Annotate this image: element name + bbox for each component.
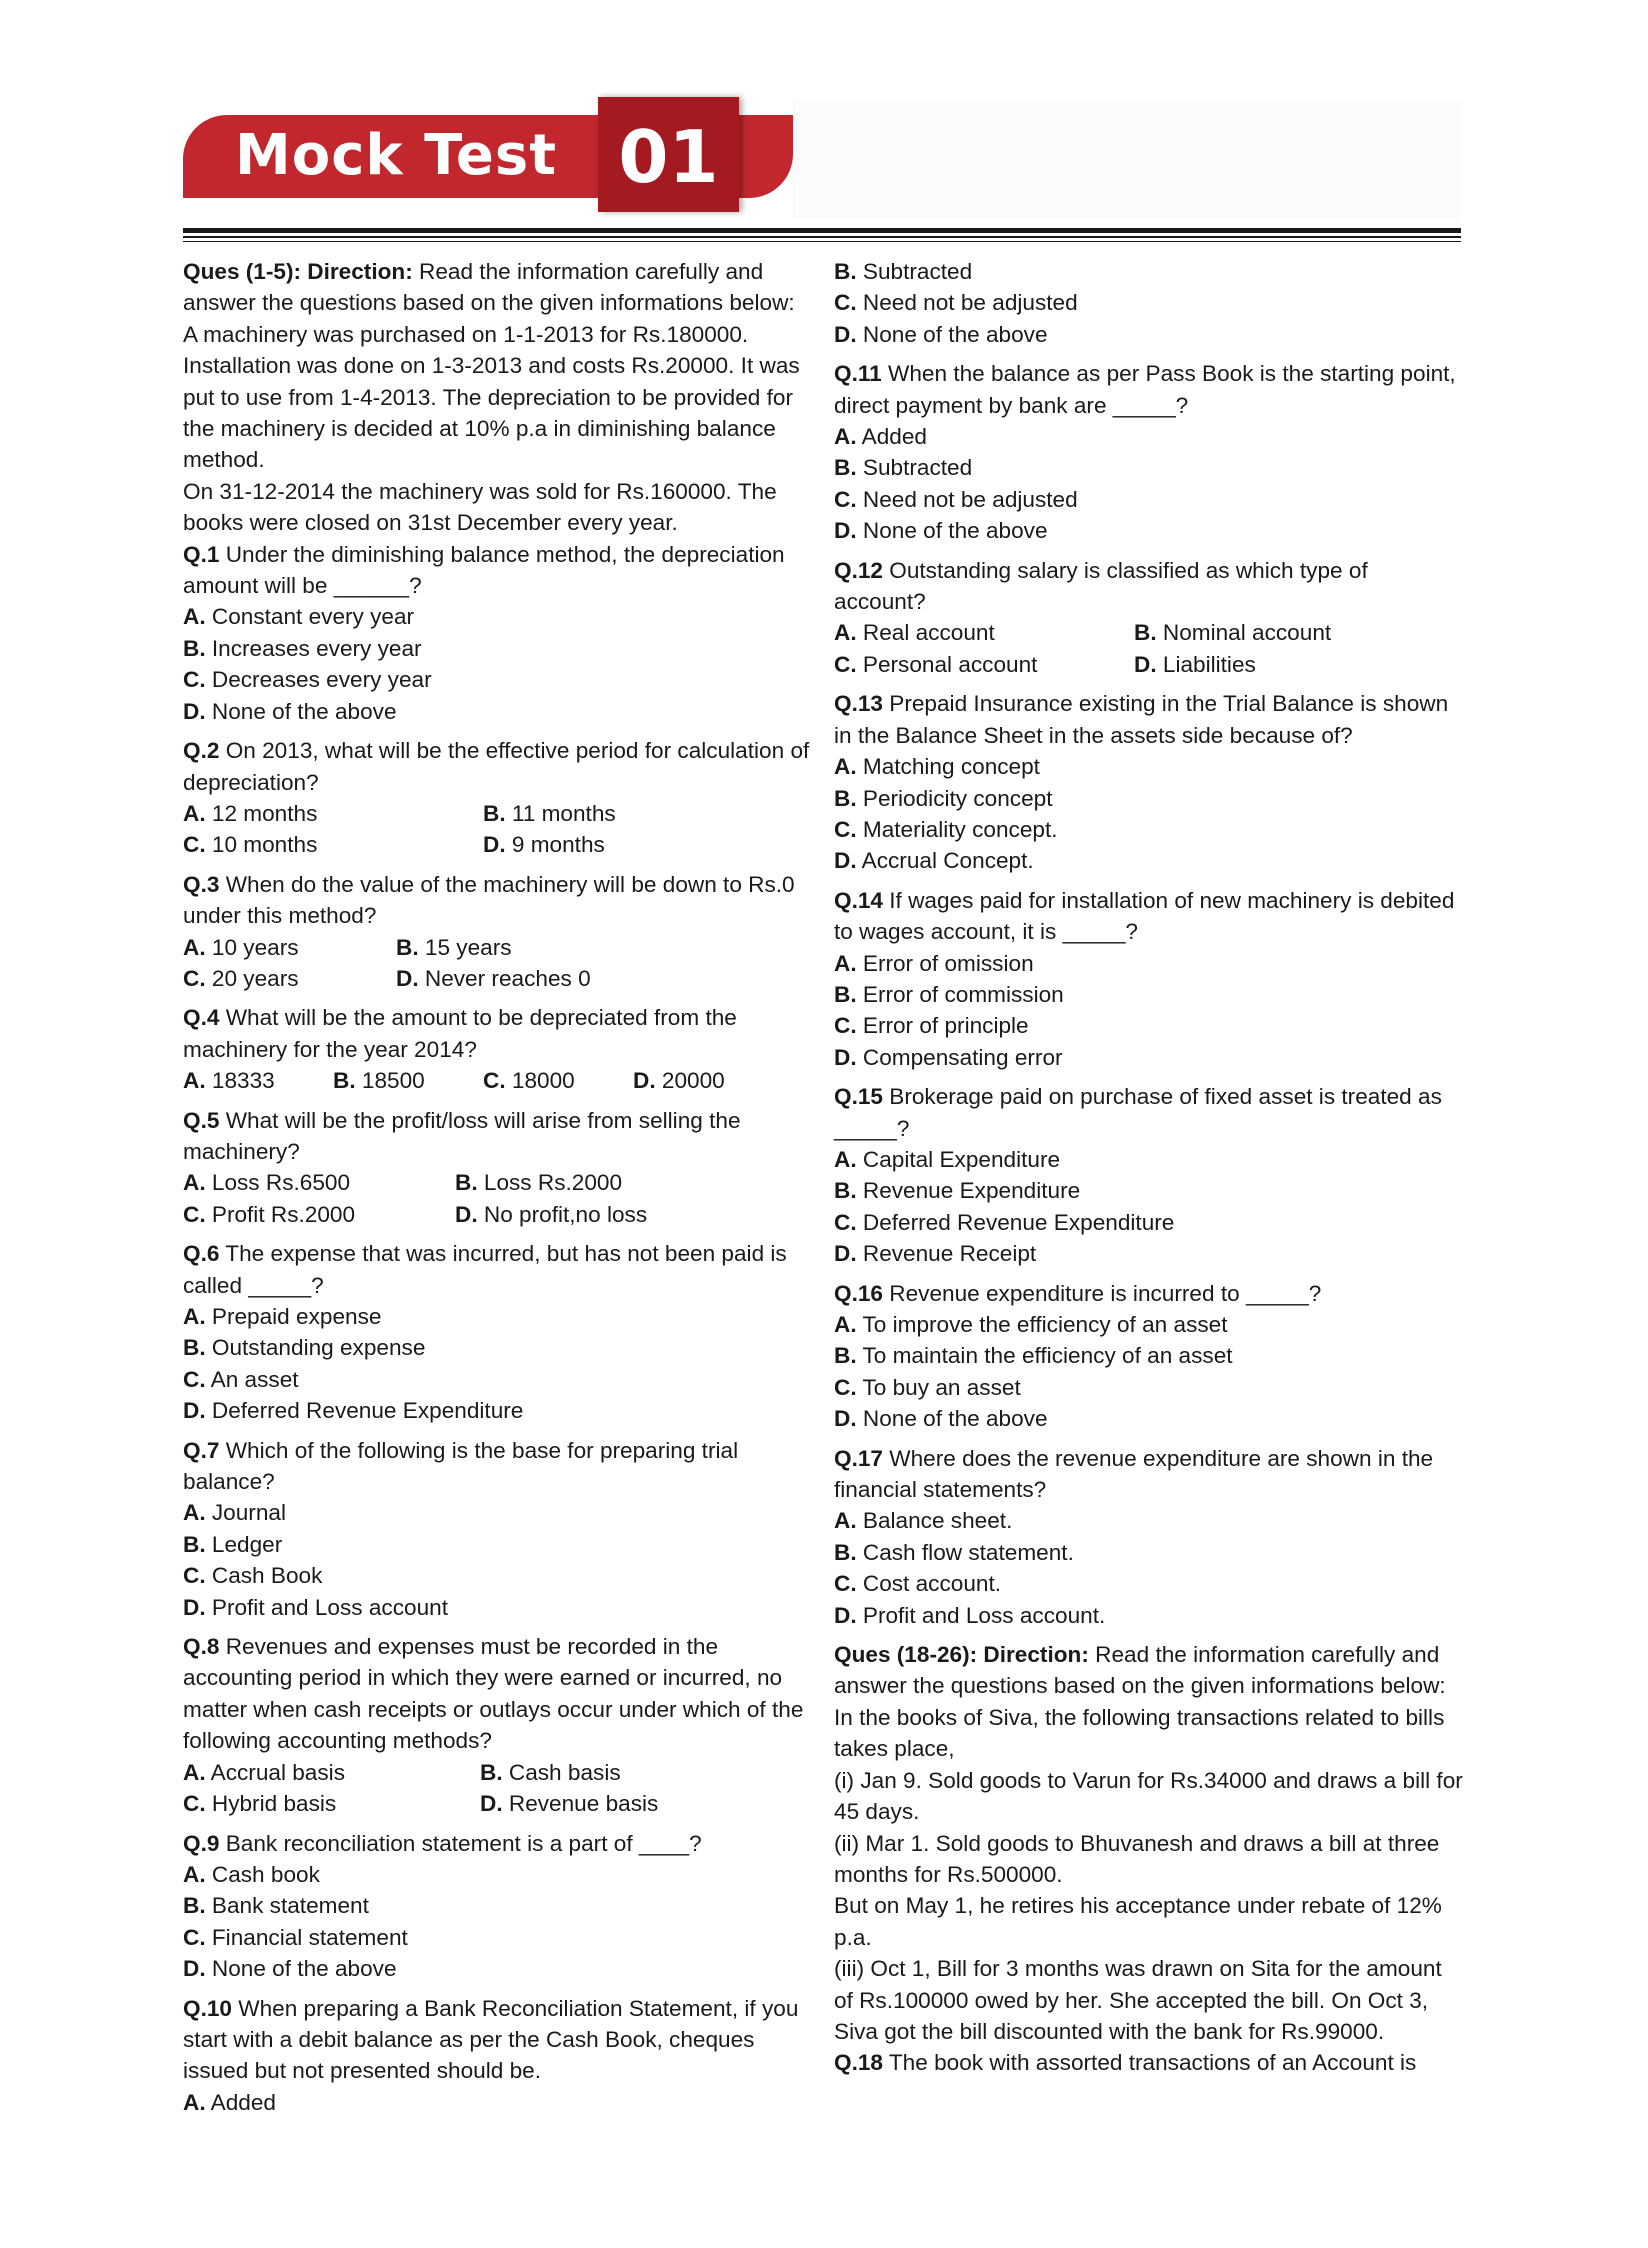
question-15 xyxy=(834,1081,1464,1144)
option-c xyxy=(834,1568,1464,1599)
question-text: Where does the revenue expenditure are shown in the financial statements? xyxy=(834,1445,1434,1503)
option-letter: A. xyxy=(834,950,857,976)
question-3 xyxy=(183,869,811,932)
option-letter: A. xyxy=(183,2089,206,2115)
question-text: When do the value of the machinery will be down to Rs.0 under this method? xyxy=(183,871,795,929)
option-text: 18500 xyxy=(361,1068,425,1094)
option-text: Cash Book xyxy=(211,1563,323,1589)
option-text: Materiality concept. xyxy=(862,816,1058,842)
direction-label: Ques (1-5): Direction: xyxy=(183,259,413,284)
option-a xyxy=(834,1505,1464,1536)
option-text: Error of omission xyxy=(862,950,1034,976)
option-letter: D. xyxy=(834,321,857,347)
option-a xyxy=(183,1065,333,1096)
question-number: Q.18 xyxy=(834,2050,883,2076)
header-rule-thick xyxy=(183,228,1461,233)
option-row xyxy=(183,1199,811,1230)
option-d xyxy=(183,1592,811,1623)
question-number: Q.9 xyxy=(183,1830,220,1856)
option-text: Ledger xyxy=(211,1531,283,1557)
option-row xyxy=(183,1757,811,1788)
option-letter: D. xyxy=(455,1201,478,1227)
option-d xyxy=(633,1065,725,1096)
question-2 xyxy=(183,735,811,798)
option-letter: D. xyxy=(834,848,857,874)
option-text: Deferred Revenue Expenditure xyxy=(211,1398,524,1424)
option-c xyxy=(834,814,1464,845)
option-letter: A. xyxy=(183,1500,206,1526)
header-background xyxy=(793,100,1461,218)
option-text: None of the above xyxy=(862,321,1048,347)
option-text: Need not be adjusted xyxy=(862,486,1078,512)
direction-text: Read the information carefully and answer the questions based on the given informations below: xyxy=(834,1642,1446,1699)
option-b xyxy=(834,979,1464,1010)
option-b xyxy=(183,1332,811,1363)
question-number: Q.17 xyxy=(834,1445,883,1471)
option-c xyxy=(183,664,811,695)
option-letter: B. xyxy=(183,1893,206,1919)
option-text: To improve the efficiency of an asset xyxy=(862,1312,1228,1337)
direction-18-26 xyxy=(834,1639,1464,1702)
question-text: What will be the amount to be depreciated from the machinery for the year 2014? xyxy=(183,1005,737,1062)
option-letter: D. xyxy=(183,1594,206,1620)
option-letter: C. xyxy=(183,1563,206,1589)
option-d xyxy=(834,1238,1464,1269)
option-letter: D. xyxy=(396,965,419,991)
option-text: Liabilities xyxy=(1162,651,1256,677)
option-text: Outstanding expense xyxy=(211,1335,426,1361)
option-text: Constant every year xyxy=(211,604,415,630)
option-c xyxy=(183,1199,455,1230)
option-a xyxy=(834,751,1464,782)
option-letter: A. xyxy=(183,604,206,630)
option-letter: C. xyxy=(834,290,857,316)
option-text: None of the above xyxy=(211,1956,397,1982)
option-letter: A. xyxy=(834,1312,857,1337)
option-letter: B. xyxy=(183,1335,206,1361)
option-letter: C. xyxy=(183,965,206,991)
option-text: Cash flow statement. xyxy=(862,1539,1074,1565)
option-letter: A. xyxy=(834,1508,857,1534)
question-6 xyxy=(183,1238,811,1301)
option-letter: A. xyxy=(183,934,206,960)
option-a xyxy=(183,1167,455,1198)
option-a xyxy=(183,798,483,829)
option-letter: A. xyxy=(183,800,206,826)
option-a xyxy=(183,1497,811,1528)
option-text: None of the above xyxy=(862,1406,1048,1432)
option-letter: B. xyxy=(183,635,206,661)
option-letter: C. xyxy=(834,1013,857,1039)
option-text: Revenue basis xyxy=(508,1791,659,1817)
option-text: To buy an asset xyxy=(862,1374,1021,1400)
option-b xyxy=(834,256,1464,287)
option-letter: D. xyxy=(834,1044,857,1070)
question-number: Q.3 xyxy=(183,871,220,897)
option-text: Cash basis xyxy=(508,1759,621,1785)
option-letter: A. xyxy=(834,1146,857,1172)
option-letter: B. xyxy=(834,1343,857,1369)
question-18 xyxy=(834,2047,1464,2078)
option-text: Loss Rs.2000 xyxy=(483,1170,623,1196)
question-number: Q.16 xyxy=(834,1280,883,1306)
option-letter: D. xyxy=(183,1398,206,1424)
direction-paragraph: In the books of Siva, the following transactions related to bills takes place, xyxy=(834,1704,1445,1762)
option-c xyxy=(183,1788,480,1819)
option-letter: C. xyxy=(183,1366,206,1392)
option-b xyxy=(480,1757,621,1788)
question-text: If wages paid for installation of new machinery is debited to wages account, it is _____? xyxy=(834,887,1455,945)
option-b xyxy=(396,932,512,963)
option-text: Revenue Receipt xyxy=(862,1241,1037,1267)
option-letter: A. xyxy=(183,1304,206,1329)
option-text: 10 months xyxy=(211,832,318,858)
option-letter: C. xyxy=(834,1374,857,1400)
option-letter: C. xyxy=(834,1209,857,1235)
option-b xyxy=(1134,617,1331,648)
option-text: Nominal account xyxy=(1162,620,1332,646)
option-c xyxy=(834,1207,1464,1238)
option-text: Loss Rs.6500 xyxy=(211,1170,351,1196)
question-text: Revenues and expenses must be recorded in the accounting period in which they were earned or incurred, no matter when cash receipts or outlays occur under which of the following accounting methods? xyxy=(183,1634,804,1754)
option-row xyxy=(183,1167,811,1198)
option-letter: B. xyxy=(396,934,419,960)
question-text: Bank reconciliation statement is a part of ____? xyxy=(219,1830,702,1856)
option-d xyxy=(455,1199,647,1230)
question-text: The expense that was incurred, but has not been paid is called _____? xyxy=(183,1241,787,1298)
question-text: Which of the following is the base for preparing trial balance? xyxy=(183,1437,739,1495)
option-d xyxy=(834,1403,1464,1434)
option-b xyxy=(455,1167,622,1198)
option-letter: C. xyxy=(183,667,206,693)
question-12 xyxy=(834,555,1464,618)
option-text: 9 months xyxy=(511,832,605,858)
question-number: Q.11 xyxy=(834,361,882,387)
header-rule-thin xyxy=(183,241,1461,242)
question-text: Revenue expenditure is incurred to _____? xyxy=(882,1280,1322,1306)
left-column xyxy=(183,256,811,2118)
direction-label: Ques (18-26): Direction: xyxy=(834,1642,1089,1668)
option-letter: A. xyxy=(183,1170,206,1196)
option-c xyxy=(834,1372,1464,1403)
question-number: Q.15 xyxy=(834,1084,883,1110)
option-letter: D. xyxy=(834,1602,857,1628)
option-letter: B. xyxy=(834,1178,857,1204)
direction-paragraph: But on May 1, he retires his acceptance under rebate of 12% p.a. xyxy=(834,1893,1442,1950)
option-letter: A. xyxy=(834,620,857,646)
option-text: Journal xyxy=(211,1500,286,1526)
option-letter: C. xyxy=(834,486,857,512)
option-d xyxy=(480,1788,658,1819)
option-a xyxy=(183,2087,811,2118)
option-letter: A. xyxy=(834,424,857,450)
question-number: Q.13 xyxy=(834,691,883,717)
option-text: 11 months xyxy=(511,800,616,826)
option-text: 20 years xyxy=(211,965,299,991)
option-b xyxy=(834,1340,1464,1371)
option-letter: D. xyxy=(834,1241,857,1267)
question-9 xyxy=(183,1828,811,1859)
option-text: Added xyxy=(861,424,927,450)
question-number: Q.5 xyxy=(183,1107,220,1133)
option-letter: D. xyxy=(480,1791,503,1817)
option-text: Error of principle xyxy=(862,1013,1029,1039)
direction-paragraph: A machinery was purchased on 1-1-2013 for Rs.180000. Installation was done on 1-3-2013 and costs Rs.20000. It was put to use from 1-4-2013. The depreciation to be provided for the machinery is decided at 10% p.a in diminishing balance method. xyxy=(183,321,800,473)
option-d xyxy=(834,1042,1464,1073)
option-row xyxy=(834,649,1464,680)
option-d xyxy=(183,696,811,727)
option-letter: C. xyxy=(183,1924,206,1950)
option-text: Periodicity concept xyxy=(862,785,1053,811)
question-text: When the balance as per Pass Book is the starting point, direct payment by bank are _____? xyxy=(834,361,1456,418)
option-c xyxy=(834,287,1464,318)
direction-paragraph: On 31-12-2014 the machinery was sold for Rs.160000. The books were closed on 31st December every year. xyxy=(183,478,777,536)
option-letter: D. xyxy=(834,1406,857,1432)
option-text: Matching concept xyxy=(862,754,1040,780)
option-text: Revenue Expenditure xyxy=(862,1178,1081,1204)
option-letter: B. xyxy=(834,259,857,284)
option-b xyxy=(834,783,1464,814)
option-a xyxy=(834,617,1134,648)
option-text: Personal account xyxy=(862,651,1038,677)
question-text: Outstanding salary is classified as which type of account? xyxy=(834,557,1368,615)
option-letter: B. xyxy=(333,1068,356,1094)
direction-text: Read the information carefully and answer the questions based on the given informations below: xyxy=(183,259,795,316)
question-11 xyxy=(834,358,1464,421)
direction-paragraph: (ii) Mar 1. Sold goods to Bhuvanesh and draws a bill at three months for Rs.500000. xyxy=(834,1830,1440,1887)
direction-paragraph: (iii) Oct 1, Bill for 3 months was drawn on Sita for the amount of Rs.100000 owed by her. She accepted the bill. On Oct 3, Siva got the bill discounted with the bank for Rs.99000. xyxy=(834,1956,1442,2044)
option-b xyxy=(483,798,616,829)
question-number: Q.6 xyxy=(183,1241,220,1267)
option-d xyxy=(183,1953,811,1984)
option-b xyxy=(183,1529,811,1560)
option-letter: A. xyxy=(834,754,857,780)
mock-test-banner xyxy=(183,97,793,212)
option-text: 15 years xyxy=(424,934,512,960)
option-row xyxy=(183,963,811,994)
option-c xyxy=(834,1010,1464,1041)
option-a xyxy=(183,1859,811,1890)
option-a xyxy=(183,1757,480,1788)
question-14 xyxy=(834,885,1464,948)
option-letter: B. xyxy=(483,800,506,826)
option-letter: A. xyxy=(183,1759,206,1785)
option-letter: B. xyxy=(834,455,857,481)
option-text: 12 months xyxy=(211,800,318,826)
option-text: Accrual Concept. xyxy=(861,848,1034,874)
option-text: None of the above xyxy=(211,698,397,724)
option-letter: A. xyxy=(183,1861,206,1887)
question-7 xyxy=(183,1435,811,1498)
option-text: Accrual basis xyxy=(210,1759,345,1785)
option-text: Real account xyxy=(862,620,995,646)
option-text: Compensating error xyxy=(862,1044,1063,1070)
question-number: Q.10 xyxy=(183,1995,232,2021)
question-text: When preparing a Bank Reconciliation Statement, if you start with a debit balance as per the Cash Book, cheques issued but not presented should be. xyxy=(183,1995,799,2084)
question-number: Q.4 xyxy=(183,1005,220,1031)
question-13 xyxy=(834,688,1464,751)
option-d xyxy=(834,319,1464,350)
option-letter: B. xyxy=(1134,620,1157,646)
option-text: 20000 xyxy=(661,1068,725,1094)
option-letter: C. xyxy=(483,1068,506,1094)
option-text: No profit,no loss xyxy=(483,1201,648,1227)
option-c xyxy=(834,649,1134,680)
option-c xyxy=(183,1922,811,1953)
direction-1-5 xyxy=(183,256,811,319)
option-text: An asset xyxy=(210,1366,299,1392)
option-letter: D. xyxy=(633,1068,656,1094)
question-text: Brokerage paid on purchase of fixed asset is treated as _____? xyxy=(834,1084,1442,1141)
option-a xyxy=(183,932,396,963)
option-c xyxy=(183,1560,811,1591)
option-letter: D. xyxy=(1134,651,1157,677)
option-b xyxy=(834,1537,1464,1568)
option-text: Never reaches 0 xyxy=(424,965,591,991)
option-letter: D. xyxy=(183,1956,206,1982)
option-d xyxy=(834,1600,1464,1631)
option-text: Hybrid basis xyxy=(211,1791,337,1817)
option-row xyxy=(183,1065,811,1096)
option-letter: D. xyxy=(834,518,857,544)
question-5 xyxy=(183,1105,811,1168)
question-text: On 2013, what will be the effective period for calculation of depreciation? xyxy=(183,738,810,795)
option-text: Bank statement xyxy=(211,1893,369,1919)
option-c xyxy=(483,1065,633,1096)
question-number: Q.8 xyxy=(183,1634,220,1660)
option-d xyxy=(834,515,1464,546)
option-letter: D. xyxy=(483,832,506,858)
option-d xyxy=(396,963,591,994)
option-text: Deferred Revenue Expenditure xyxy=(862,1209,1175,1235)
option-text: Cash book xyxy=(211,1861,320,1887)
option-c xyxy=(183,829,483,860)
option-d xyxy=(1134,649,1256,680)
option-c xyxy=(183,1364,811,1395)
option-row xyxy=(183,829,811,860)
option-text: 10 years xyxy=(211,934,299,960)
question-text: Under the diminishing balance method, the depreciation amount will be ______? xyxy=(183,541,785,599)
option-text: Subtracted xyxy=(862,455,973,481)
option-row xyxy=(183,932,811,963)
option-text: Decreases every year xyxy=(211,667,432,693)
direction-paragraph: (i) Jan 9. Sold goods to Varun for Rs.34000 and draws a bill for 45 days. xyxy=(834,1767,1463,1825)
option-text: Balance sheet. xyxy=(862,1508,1013,1534)
option-text: 18333 xyxy=(211,1068,275,1094)
option-text: Need not be adjusted xyxy=(862,290,1078,316)
option-a xyxy=(834,421,1464,452)
option-row xyxy=(183,798,811,829)
option-letter: C. xyxy=(834,651,857,677)
option-letter: B. xyxy=(183,1531,206,1557)
option-text: Prepaid expense xyxy=(211,1304,382,1329)
option-text: Profit Rs.2000 xyxy=(211,1201,356,1227)
question-4 xyxy=(183,1002,811,1065)
option-b xyxy=(183,1890,811,1921)
option-text: Added xyxy=(210,2089,276,2115)
question-number: Q.12 xyxy=(834,557,883,583)
option-text: Financial statement xyxy=(211,1924,408,1950)
question-text: What will be the profit/loss will arise from selling the machinery? xyxy=(183,1107,741,1164)
option-b xyxy=(834,1175,1464,1206)
question-1 xyxy=(183,539,811,602)
question-17 xyxy=(834,1443,1464,1506)
banner-title: Mock Test xyxy=(235,123,557,188)
option-b xyxy=(183,633,811,664)
header-rule-thin xyxy=(183,236,1461,238)
option-text: None of the above xyxy=(862,518,1048,544)
option-letter: C. xyxy=(183,1791,206,1817)
option-letter: B. xyxy=(455,1170,478,1196)
option-b xyxy=(834,452,1464,483)
question-text: The book with assorted transactions of an Account is xyxy=(882,2050,1417,2076)
option-text: 18000 xyxy=(511,1068,575,1094)
option-d xyxy=(183,1395,811,1426)
question-8 xyxy=(183,1631,811,1757)
question-number: Q.14 xyxy=(834,887,883,913)
option-letter: D. xyxy=(183,698,206,724)
option-c xyxy=(183,963,396,994)
option-a xyxy=(183,1301,811,1332)
option-a xyxy=(834,948,1464,979)
banner-number: 01 xyxy=(618,115,719,199)
option-a xyxy=(183,601,811,632)
question-10 xyxy=(183,1993,811,2087)
option-letter: B. xyxy=(834,1539,857,1565)
option-letter: C. xyxy=(183,1201,206,1227)
question-text: Prepaid Insurance existing in the Trial Balance is shown in the Balance Sheet in the assets side because of? xyxy=(834,691,1449,748)
right-column xyxy=(834,256,1464,2079)
option-d xyxy=(834,845,1464,876)
question-16 xyxy=(834,1278,1464,1309)
question-number: Q.2 xyxy=(183,738,220,764)
option-text: Increases every year xyxy=(211,635,422,661)
option-text: Error of commission xyxy=(862,981,1064,1007)
option-letter: A. xyxy=(183,1068,206,1094)
option-c xyxy=(834,484,1464,515)
option-a xyxy=(834,1144,1464,1175)
option-text: Profit and Loss account xyxy=(211,1594,448,1620)
option-letter: C. xyxy=(183,832,206,858)
banner-number-box xyxy=(598,97,739,212)
option-text: To maintain the efficiency of an asset xyxy=(862,1343,1233,1369)
option-text: Cost account. xyxy=(862,1571,1002,1597)
option-text: Capital Expenditure xyxy=(862,1146,1061,1172)
option-letter: C. xyxy=(834,816,857,842)
option-letter: B. xyxy=(834,785,857,811)
option-letter: C. xyxy=(834,1571,857,1597)
option-row xyxy=(834,617,1464,648)
option-letter: B. xyxy=(480,1759,503,1785)
option-d xyxy=(483,829,605,860)
question-number: Q.1 xyxy=(183,541,220,567)
option-row xyxy=(183,1788,811,1819)
option-b xyxy=(333,1065,483,1096)
question-number: Q.7 xyxy=(183,1437,220,1463)
option-letter: B. xyxy=(834,981,857,1007)
option-a xyxy=(834,1309,1464,1340)
option-text: Subtracted xyxy=(862,259,973,284)
option-text: Profit and Loss account. xyxy=(862,1602,1106,1628)
